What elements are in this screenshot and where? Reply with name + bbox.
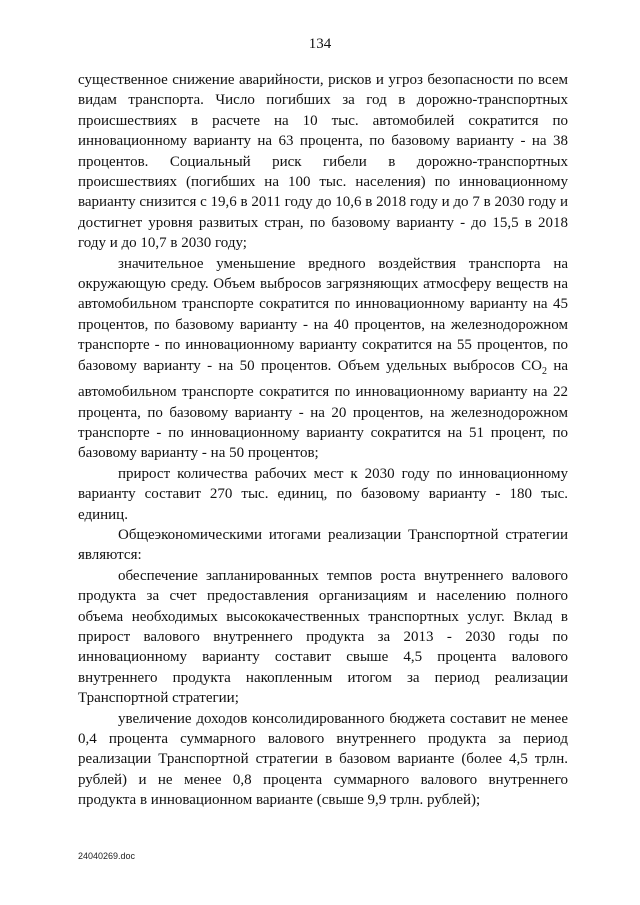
paragraph-budget bbox=[78, 709, 568, 811]
paragraph-text: обеспечение запланированных темпов роста внутреннего валового продукта за счет предоставления организациям и населению полного объема необходимых высококачественных транспортных услуг. Вклад в прирост валового внутреннего продукта за 2013 - 2030 годы по инновационному варианту составит свыше 4,5 процента валового внутреннего продукта накопленным итогом за период реализации Транспортной стратегии; bbox=[78, 567, 568, 707]
paragraph-text: значительное уменьшение вредного воздействия транспорта на окружающую среду. Объем выбросов загрязняющих атмосферу веществ на автомобильном транспорте сократится по инновационному варианту на 45 процентов, по базовому варианту - на 40 процентов, на железнодорожном транспорте - по инновационному варианту сократится на 55 процентов, по базовому варианту - на 50 процентов. Объем удельных выбросов CO bbox=[78, 255, 568, 374]
paragraph-text: существенное снижение аварийности, рисков и угроз безопасности по всем видам транспорта. Число погибших за год в дорожно-транспортных происшествиях в расчете на 10 тыс. автомобилей сократится по инновационному варианту на 63 процента, по базовому варианту - на 38 процентов. Социальный риск гибели в дорожно-транспортных происшествиях (погибших на 100 тыс. населения) по инновационному варианту снизится с 19,6 в 2011 году до 10,6 в 2018 году и до 7 в 2030 году и достигнет уровня развитых стран, по базовому варианту - до 15,5 в 2018 году и до 10,7 в 2030 году; bbox=[78, 72, 568, 252]
paragraph-text: прирост количества рабочих мест к 2030 году по инновационному варианту составит 270 тыс. единиц, по базовому варианту - 180 тыс. единиц. bbox=[78, 465, 568, 523]
paragraph-text: на автомобильном транспорте сократится по инновационному варианту на 22 процента, по базовому варианту - на 20 процентов, на железнодорожном транспорте - по инновационному варианту сократится на 51 процент, по базовому варианту - на 50 процентов; bbox=[78, 357, 568, 462]
paragraph-gdp bbox=[78, 566, 568, 709]
paragraph-text: увеличение доходов консолидированного бюджета составит не менее 0,4 процента суммарного валового внутреннего продукта за период реализации Транспортной стратегии в базовом варианте (более 4,5 трлн. рублей) и не менее 0,8 процента суммарного валового внутреннего продукта в инновационном варианте (свыше 9,9 трлн. рублей); bbox=[78, 710, 568, 809]
page-number: 134 bbox=[308, 36, 332, 52]
document-body bbox=[78, 70, 568, 811]
paragraph-jobs bbox=[78, 464, 568, 525]
paragraph-environment bbox=[78, 254, 568, 464]
paragraph-text: Общеэкономическими итогами реализации Транспортной стратегии являются: bbox=[78, 526, 568, 564]
co2-subscript: 2 bbox=[541, 365, 547, 377]
footer-filename: 24040269.doc bbox=[78, 851, 136, 861]
paragraph-economic-intro bbox=[78, 525, 568, 566]
paragraph-safety bbox=[78, 70, 568, 254]
